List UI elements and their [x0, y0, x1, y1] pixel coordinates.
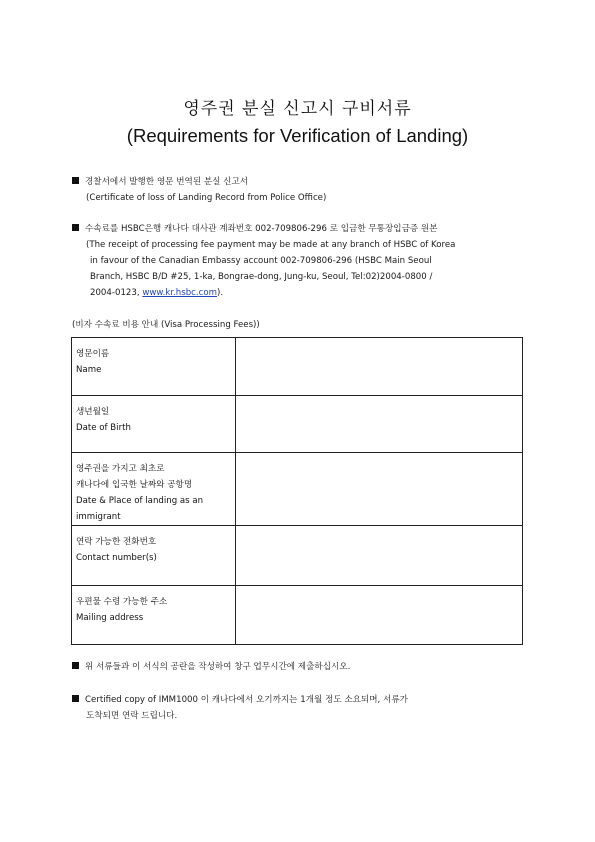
requirement-2-english-line: Branch, HSBC B/D #25, 1-ka, Bongrae-dong, Jung-ku, Seoul, Tel:02)2004-0800 /	[90, 272, 433, 282]
bullet-square-icon	[72, 695, 79, 702]
form-label-landing	[72, 453, 236, 526]
requirement-2-korean: 수속료를 HSBC은행 캐나다 대사관 계좌번호 002-709806-296 로 입금한 무통장입금증 원본	[85, 224, 438, 234]
form-row-contact	[72, 526, 523, 586]
bullet-square-icon	[72, 662, 79, 669]
applicant-info-form	[71, 337, 523, 645]
date-of-birth-field[interactable]	[236, 396, 523, 453]
requirement-police-certificate	[72, 174, 532, 206]
landing-date-place-field[interactable]	[236, 453, 523, 526]
form-label-name	[72, 338, 236, 396]
hsbc-website-link[interactable]: www.kr.hsbc.com	[142, 288, 217, 298]
form-label-line: 연락 가능한 전화번호	[76, 537, 157, 547]
phone-fax-text: 2004-0123,	[90, 288, 143, 298]
requirement-2-english-last-line	[72, 285, 532, 301]
form-label-line: 우편물 수령 가능한 주소	[76, 597, 168, 607]
instruction-imm1000	[72, 692, 532, 724]
form-row-birth	[72, 396, 523, 453]
form-label-line: 캐나다에 입국한 날짜와 공항명	[76, 480, 193, 490]
bullet-square-icon	[72, 224, 79, 231]
instruction-imm1000-continued: 도착되면 연락 드립니다.	[86, 711, 178, 721]
document-title-korean: 영주권 분실 신고시 구비서류	[183, 99, 412, 119]
instruction-imm1000-text: Certified copy of IMM1000 이 캐나다에서 오기까지는 1개월 정도 소요되며, 서류가	[85, 695, 408, 705]
form-label-line: Mailing address	[76, 613, 144, 623]
requirement-2-english-line: in favour of the Canadian Embassy account 002-709806-296 (HSBC Main Seoul	[90, 256, 432, 266]
form-row-name	[72, 338, 523, 396]
requirement-1-english: (Certificate of loss of Landing Record from Police Office)	[86, 193, 327, 203]
requirement-1-korean: 경찰서에서 발행한 영문 번역된 분실 신고서	[85, 177, 249, 187]
contact-number-field[interactable]	[236, 526, 523, 586]
form-label-birth	[72, 396, 236, 453]
form-label-line: 영문이름	[76, 349, 110, 359]
form-label-address	[72, 586, 236, 645]
form-label-line: Date of Birth	[76, 423, 131, 433]
instruction-submit	[72, 659, 532, 675]
form-label-line: Name	[76, 365, 102, 375]
name-field[interactable]	[236, 338, 523, 396]
bullet-square-icon	[72, 177, 79, 184]
requirement-2-english-line: (The receipt of processing fee payment may be made at any branch of HSBC of Korea	[86, 240, 456, 250]
visa-fee-note: (비자 수속료 비용 안내 (Visa Processing Fees))	[72, 320, 260, 330]
form-row-address	[72, 586, 523, 645]
form-label-line: 생년월일	[76, 407, 110, 417]
form-label-contact	[72, 526, 236, 586]
form-label-line: immigrant	[76, 512, 121, 522]
form-label-line: 영주권을 가지고 최초로	[76, 464, 165, 474]
mailing-address-field[interactable]	[236, 586, 523, 645]
document-title-english: (Requirements for Verification of Landing)	[126, 125, 469, 146]
closing-text: ).	[216, 288, 224, 298]
form-label-line: Contact number(s)	[76, 553, 157, 563]
requirement-fee-receipt	[72, 221, 532, 301]
form-label-line: Date & Place of landing as an	[76, 496, 204, 506]
instruction-submit-text: 위 서류들과 이 서식의 공란을 작성하여 창구 업무시간에 제출하십시오.	[85, 662, 351, 672]
form-row-landing	[72, 453, 523, 526]
